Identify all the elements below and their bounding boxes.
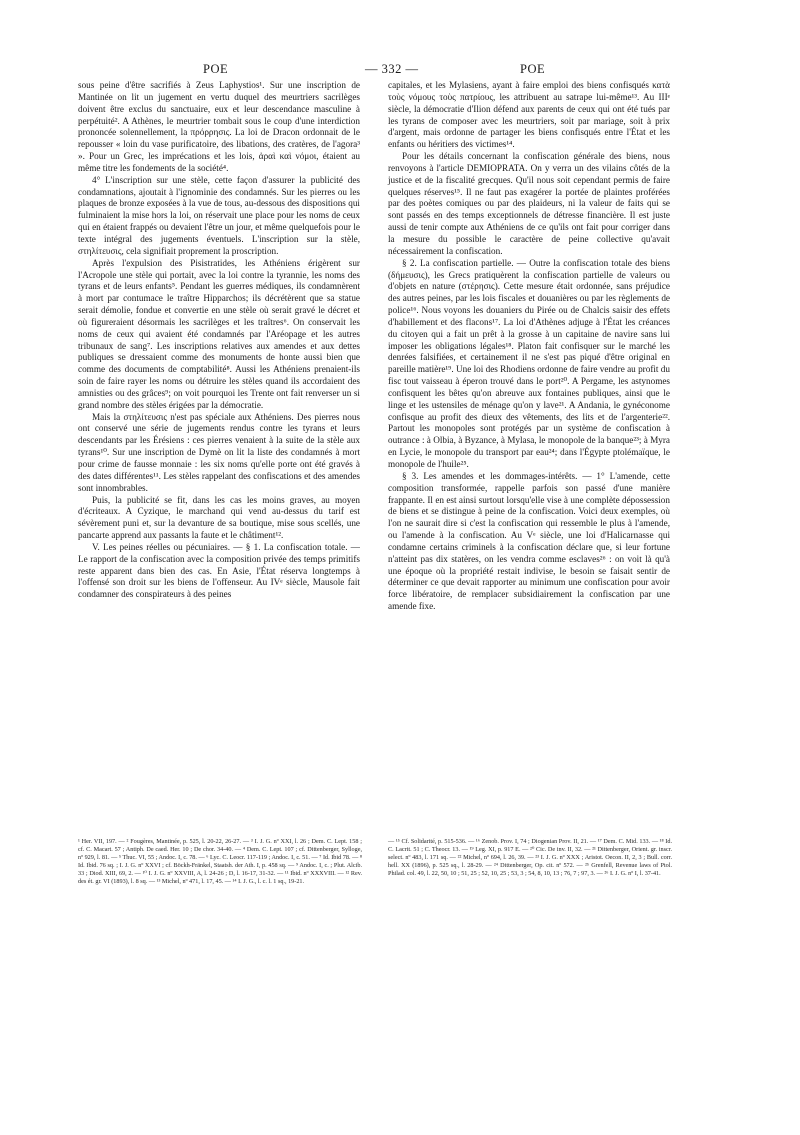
right-text-column [388, 80, 670, 613]
footnotes-left [78, 838, 362, 887]
paragraph: sous peine d'être sacrifiés à Zeus Laphystios¹. Sur une inscription de Mantinée on lit un jugement en vertu duquel des meurtriers sacrilèges doivent être exclus du sanctuaire, eux et leur descendance masculine à perpétuité². A Athènes, le meurtrier tombait sous le coup d'une interdiction prononcée solennellement, la πρόρρησις. La loi de Dracon ordonnait de le repousser « loin du vase purificatoire, des libations, des cratères, de l'agora³ ». Pour un Grec, les imprécations et les lois, ἀραὶ καὶ νόμοι, étaient au même titre les fondements de la société⁴. [78, 80, 360, 173]
header-left-title: POE [203, 62, 229, 76]
paragraph: 4° L'inscription sur une stèle, cette façon d'assurer la publicité des condamnations, ajoutait à l'ignominie des condamnés. Sur les pierres ou les plaques de bronze exposées à la vue de tous, au-dessous des dispositions qui fulminaient la mise hors la loi, on réservait une place pour les noms de ceux qui en étaient frappés ou devaient l'être un jour, et même quelquefois pour le texte intégral des jugements éventuels. L'inscription sur la stèle, στηλίτευσις, cela signifiait proprement la proscription. [78, 174, 360, 256]
page-number: — 332 — [365, 62, 419, 76]
footnotes-right [388, 838, 672, 878]
header-right-title: POE [520, 62, 546, 76]
section-paragraph: § 3. Les amendes et les dommages-intérêts. — 1° L'amende, cette composition transformée, rappelle parfois son passé d'une manière frappante. Il en est ainsi surtout lorsqu'elle vise à une complète dépossession de biens et se distingue à peine de la confiscation. Voici deux exemples, où l'on ne saurait dire si c'est la confiscation qui ressemble le plus à l'amende, ou l'amende à la confiscation. Au Vᵉ siècle, une loi d'Halicarnasse qui condamne certains criminels à la confiscation déclare que, si leur fortune n'atteint pas dix statères, on les vendra comme esclaves²⁶ : on voit là qu'à une époque où la propriété restait indivise, le besoin se faisait sentir de déterminer ce que devait rapporter au minimum une confiscation pour avoir force libératoire, de remplacer subsidiairement la confiscation par une amende fixe. [388, 470, 670, 612]
running-header [0, 62, 800, 78]
paragraph: capitales, et les Mylasiens, ayant à faire emploi des biens confisqués κατὰ τοὺς νόμους τοὺς πατρίους, les attribuent au satrape lui-même¹³. Au IIIᵉ siècle, la démocratie d'Ilion défend aux parents de ceux qui ont été tués par les tyrans de composer avec les meurtriers, soit par mariage, soit à prix d'argent, mais ordonne de partager les biens confisqués entre l'État et les enfants ou héritiers des victimes¹⁴. [388, 80, 670, 150]
footnote-text: ¹ Her. VII, 197. — ² Fougères, Mantinée, p. 525, l. 20-22, 26-27. — ³ I. J. G. nº XXI, l. 26 ; Dem. C. Lept. 158 ; cf. C. Macart. 57 ; Antiph. De caed. Her. 10 ; De chor. 34-40. — ⁴ Dem. C. Lept. 107 ; cf. Dittenberger, Sylloge, nº 929, l. 81. — ⁵ Thuc. VI, 55 ; Andoc. I, c. 78. — ⁶ Lyc. C. Leocr. 117-119 ; Andoc. I, c. 51. — ⁷ Id. Ibid 78. — ⁸ Id. Ibid. 76 sq. ; I. J. G. nº XXVI ; cf. Böckh-Fränkel, Staatsh. der Ath. I, p. 458 sq. — ⁹ Andoc. I, c. ; Plut. Alcib. 33 ; Diod. XIII, 69, 2. — ¹⁰ I. J. G. nº XXVIII, A, l. 24-26 ; D, l. 16-17, 31-32. — ¹¹ Ibid. nº XXXVIII. — ¹² Rev. des ét. gr. VI (1893), l. 8 sq. — ¹³ Michel, nº 471, l. 17, 45. — ¹⁴ I. J. G., l. c. l. 1 sq., 19-21. [78, 838, 362, 886]
paragraph: Puis, la publicité se fit, dans les cas les moins graves, au moyen d'écriteaux. A Cyzique, le marchand qui vend au-dessus du tarif est sévèrement puni et, sur la devanture de sa boutique, mise sous scellés, une pancarte apprend aux passants la faute et le châtiment¹². [78, 494, 360, 541]
section-paragraph: § 2. La confiscation partielle. — Outre la confiscation totale des biens (δήμευσις), les Grecs pratiquèrent la confiscation partielle de valeurs ou d'objets en nature (στέρησις). Cette mesure était ordonnée, sans préjudice des autres peines, par les lois fiscales et douanières ou par les règlements de police¹⁶. Nous voyons les douaniers du Pirée ou de Chalcis saisir des effets d'habillement et des flacons¹⁷. La loi d'Athènes adjuge à l'État les créances du citoyen qui a fait un prêt à la grosse à un capitaine de navire sans lui imposer les obligations légales¹⁸. Platon fait confisquer sur le marché les denrées falsifiées, et certainement il ne s'est pas piqué d'être original en pareille matière¹⁹. Une loi des Rhodiens ordonne de faire vendre au profit du fisc tout vaisseau à éperon trouvé dans le port²⁰. A Pergame, les astynomes confisquent les bêtes qu'on abreuve aux fontaines publiques, ainsi que le linge et les ustensiles de ménage qu'on y lave²¹. A Andania, le gynéconome confisque au profit des dieux des vêtements, des lits et de l'argenterie²². Partout les monopoles sont protégés par un système de confiscation à outrance : à Olbia, à Byzance, à Mylasa, le monopole de la banque²³; à Myra en Lycie, le monopole du transport par eau²⁴; dans l'Égypte ptolémaïque, le monopole de l'huile²⁵. [388, 257, 670, 469]
section-heading-paragraph: V. Les peines réelles ou pécuniaires. — § 1. La confiscation totale. — Le rapport de la confiscation avec la composition privée des temps primitifs reste apparent dans bien des cas. En Asie, l'État réserva longtemps à l'offensé son droit sur les biens de l'offenseur. Au IVᵉ siècle, Mausole fait condamner des conspirateurs à des peines [78, 541, 360, 600]
paragraph: Après l'expulsion des Pisistratides, les Athéniens érigèrent sur l'Acropole une stèle qui portait, avec la loi contre la tyrannie, les noms des tyrans et de leurs enfants⁵. Pendant les guerres médiques, ils condamnèrent à mort par contumace le traître Hipparchos; ils décrétèrent que sa statue serait démolie, fondue et convertie en une stèle où serait gravé le décret et où figureraient désormais les sacrilèges et les traîtres⁶. On conservait les noms de ceux qui avaient été condamnés par l'Aréopage et les autres tribunaux de sang⁷. Les inscriptions relatives aux amendes et aux dettes publiques se dressaient comme des monuments de honte aussi bien que comme des documents de comptabilité⁸. Aussi les Athéniens prenaient-ils soin de faire rayer les noms ou détruire les stèles quand ils accordaient des amnisties ou des grâces⁹; on voit pourquoi les Trente ont fait renverser un si grand nombre des stèles érigées par la démocratie. [78, 257, 360, 410]
paragraph: Pour les détails concernant la confiscation générale des biens, nous renvoyons à l'article DEMIOPRATA. On y verra un des vilains côtés de la justice et de la fiscalité grecques. Qu'il nous soit cependant permis de faire quelques réserves¹⁵. Il ne faut pas exagérer la portée de plaintes proférées par des poètes comiques ou par des plaideurs, ni la valeur de faits qui se sont passés en des temps exceptionnels de détresse financière. Il est juste aussi de tenir compte aux Athéniens de ce qu'ils ont fait pour corriger dans la mesure du possible le caractère de peine collective qu'avait nécessairement la confiscation. [388, 151, 670, 256]
footnote-text: — ¹⁵ Cf. Solidarité, p. 515-536. — ¹⁶ Zenob. Prov. I, 74 ; Diogenian Prov. II, 21. — ¹⁷ Dem. C. Mid. 133. — ¹⁸ Id. C. Lacrit. 51 ; C. Theocr. 13. — ¹⁹ Leg. XI, p. 917 E. — ²⁰ Cic. De inv. II, 32. — ²¹ Dittenberger, Orient. gr. inscr. select. nº 483, l. 171 sq. — ²² Michel, nº 694, l. 26, 39. — ²³ I. J. G. nº XXX ; Aristot. Oecon. II, 2, 3 ; Bull. corr. hell. XX (1896), p. 525 sq., l. 28-29. — ²⁴ Dittenberger, Op. cit. nº 572. — ²⁵ Grenfell, Revenue laws of Ptol. Philad. col. 49, l. 22, 50, 10 ; 51, 25 ; 52, 10, 25 ; 53, 3 ; 54, 8, 10, 13 ; 76, 7 ; 97, 3. — ²⁶ I. J. G. nº I, l. 37-41. [388, 838, 672, 878]
paragraph: Mais la στηλίτευσις n'est pas spéciale aux Athéniens. Des pierres nous ont conservé une série de jugements rendus contre les tyrans et leurs descendants par les Érésiens : ces pierres venaient à la suite de la stèle aux tyrans¹⁰. Sur une inscription de Dymè on lit la liste des condamnés à mort pour crime de fausse monnaie : les six noms qu'elle porte ont été gravés à des dates différentes¹¹. Les stèles rappelant des confiscations et des amendes sont innombrables. [78, 411, 360, 493]
left-text-column [78, 80, 360, 601]
